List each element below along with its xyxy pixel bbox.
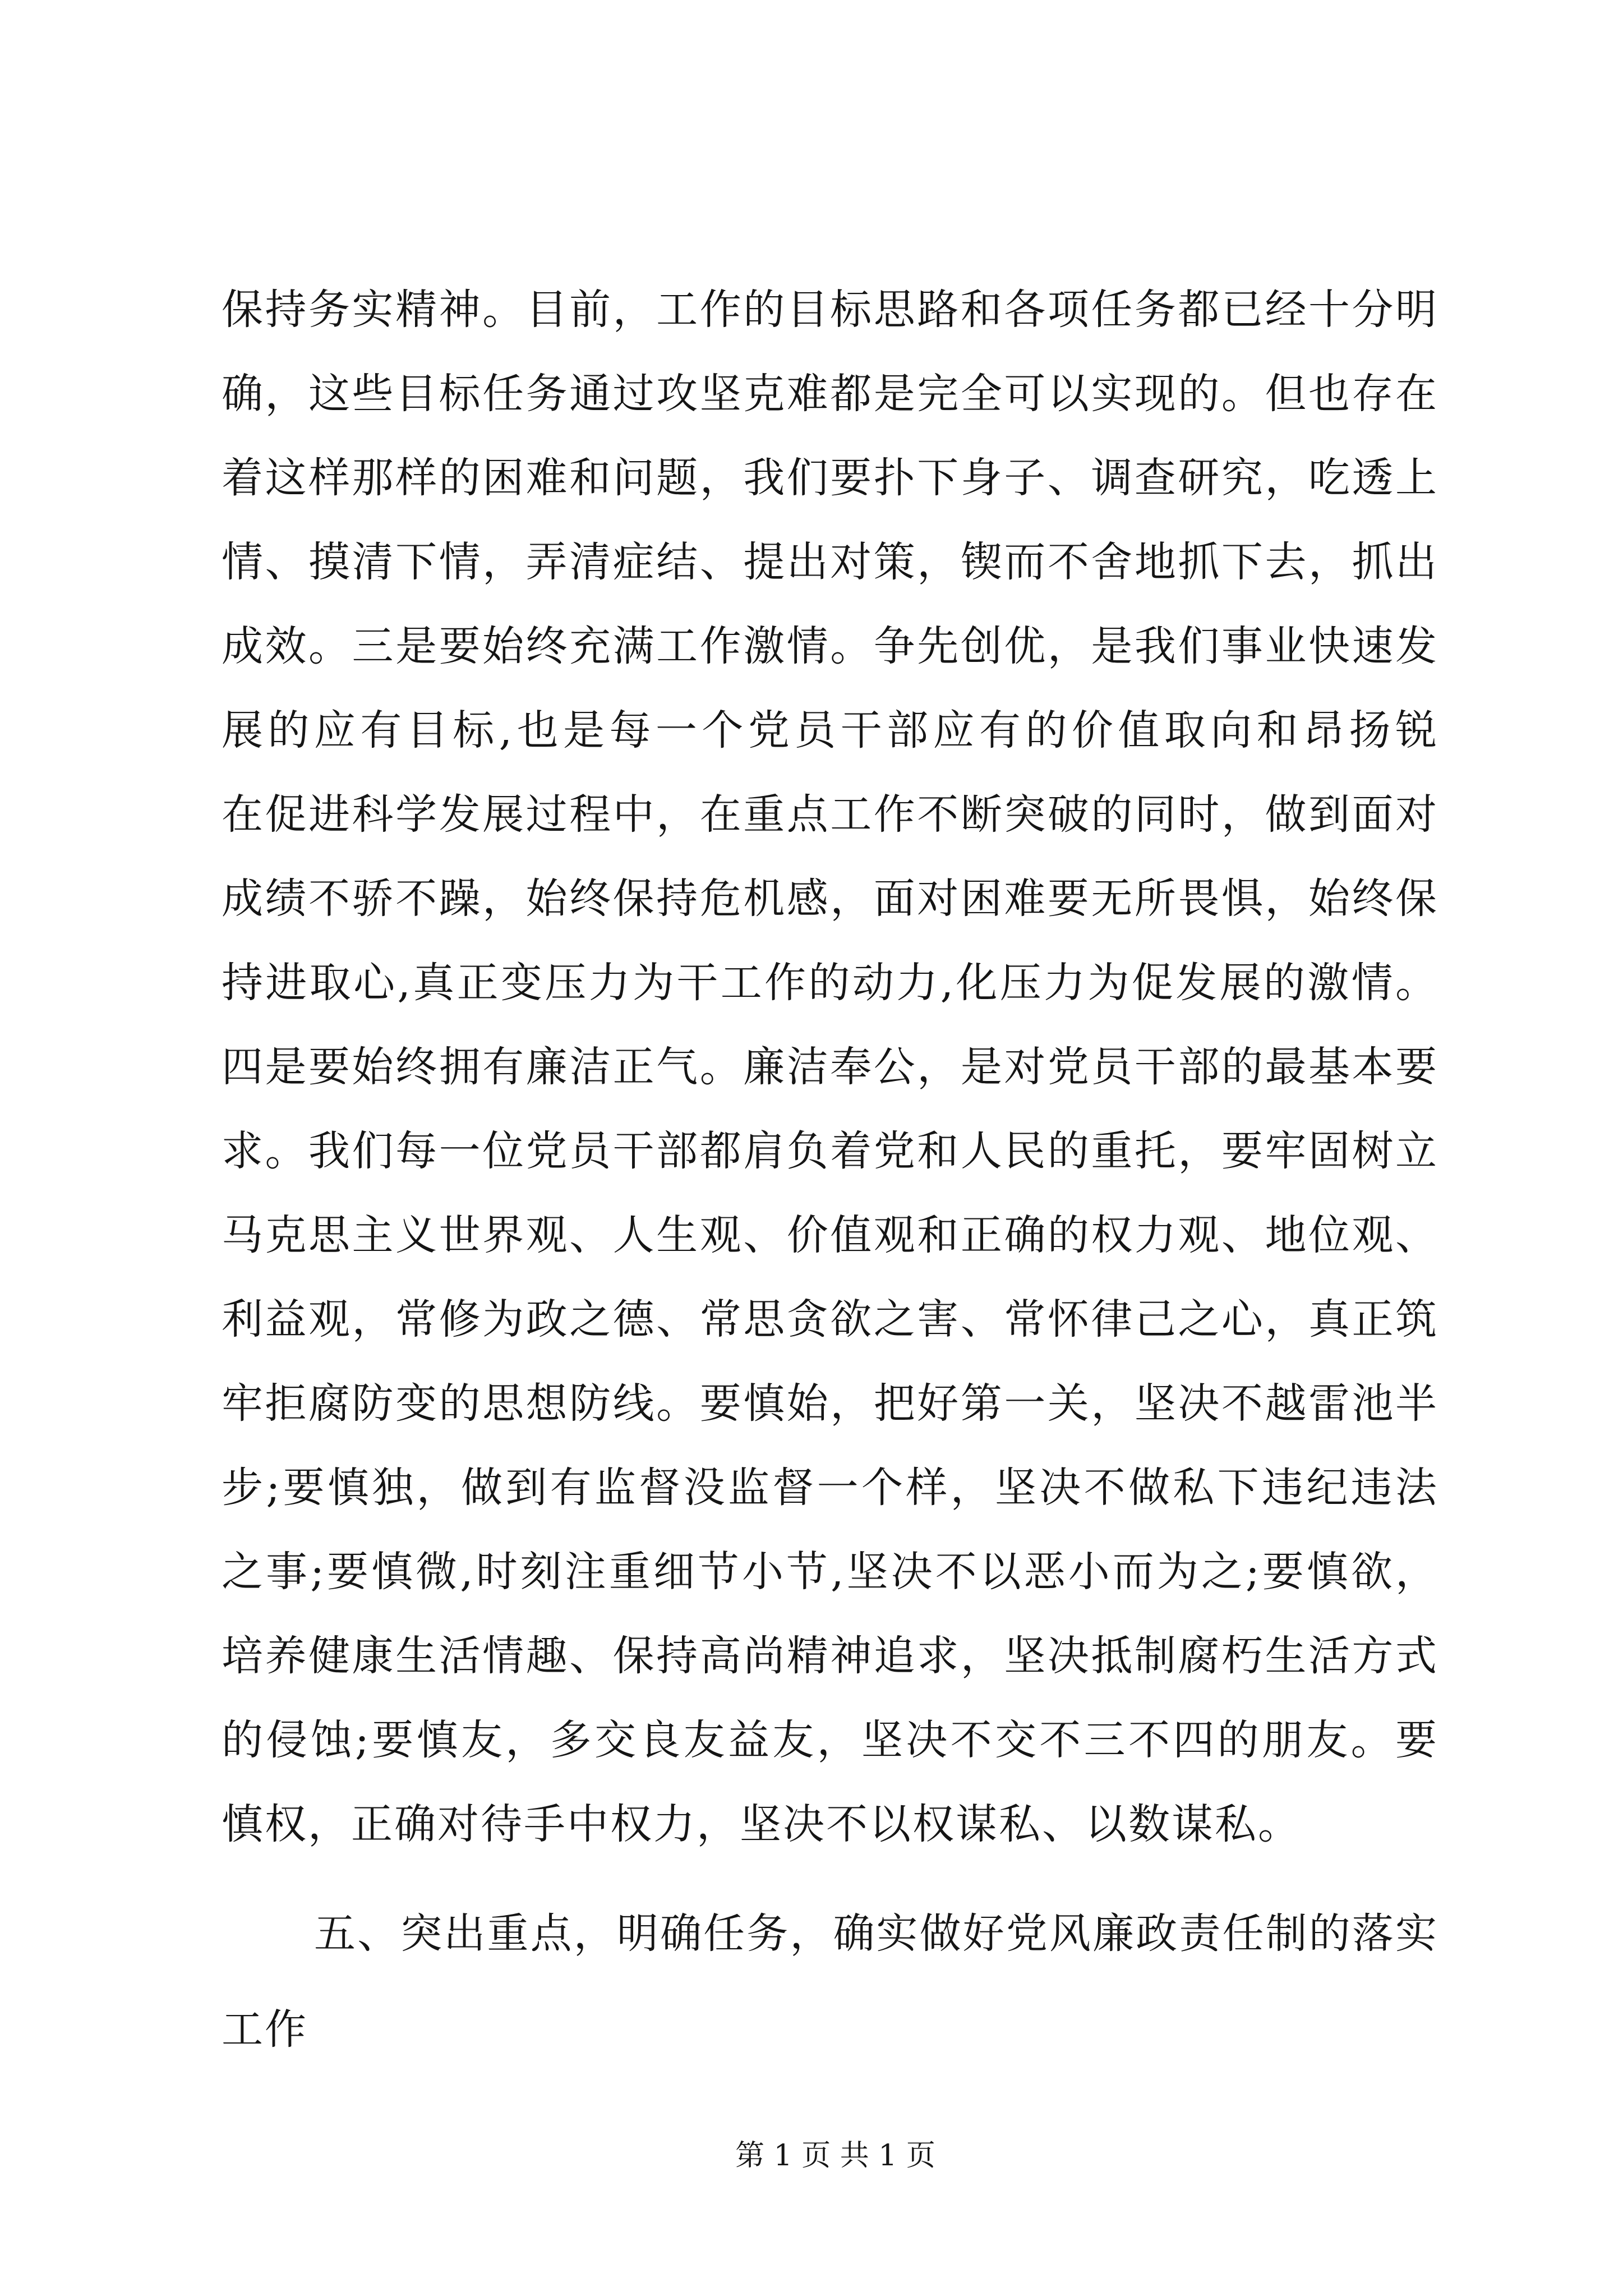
body-line: 慎权，正确对待手中权力，坚决不以权谋私、以数谋私。 [222, 1800, 1301, 1848]
body-line: 四是要始终拥有廉洁正气。廉洁奉公，是对党员干部的最基本要 [222, 1043, 1438, 1091]
body-line: 保持务实精神。目前，工作的目标思路和各项任务都已经十分明 [222, 286, 1438, 334]
body-line: 之事;要慎微,时刻注重细节小节,坚决不以恶小而为之;要慎欲， [222, 1548, 1438, 1596]
body-line: 在促进科学发展过程中，在重点工作不断突破的同时，做到面对 [222, 790, 1438, 839]
page-number-footer: 第 1 页 共 1 页 [735, 2139, 935, 2173]
body-line: 展的应有目标,也是每一个党员干部应有的价值取向和昂扬锐 [222, 706, 1438, 754]
section-heading-line: 工作 [222, 2005, 308, 2054]
body-line: 着这样那样的困难和问题，我们要扑下身子、调查研究，吃透上 [222, 454, 1438, 502]
section-heading-line: 五、突出重点，明确任务，确实做好党风廉政责任制的落实 [314, 1910, 1438, 1958]
body-line: 确，这些目标任务通过攻坚克难都是完全可以实现的。但也存在 [222, 370, 1438, 418]
body-line: 求。我们每一位党员干部都肩负着党和人民的重托，要牢固树立 [222, 1127, 1438, 1175]
body-line: 牢拒腐防变的思想防线。要慎始，把好第一关，坚决不越雷池半 [222, 1379, 1438, 1428]
body-line: 持进取心,真正变压力为干工作的动力,化压力为促发展的激情。 [222, 959, 1438, 1007]
body-line: 培养健康生活情趣、保持高尚精神追求，坚决抵制腐朽生活方式 [222, 1632, 1438, 1680]
body-line: 成绩不骄不躁，始终保持危机感，面对困难要无所畏惧，始终保 [222, 875, 1438, 923]
body-line: 的侵蚀;要慎友，多交良友益友，坚决不交不三不四的朋友。要 [222, 1716, 1438, 1764]
body-line: 情、摸清下情，弄清症结、提出对策，锲而不舍地抓下去，抓出 [222, 538, 1438, 586]
body-line: 步;要慎独，做到有监督没监督一个样，坚决不做私下违纪违法 [222, 1464, 1438, 1512]
body-line: 利益观，常修为政之德、常思贪欲之害、常怀律己之心，真正筑 [222, 1295, 1438, 1343]
body-line: 成效。三是要始终充满工作激情。争先创优，是我们事业快速发 [222, 622, 1438, 670]
body-line: 马克思主义世界观、人生观、价值观和正确的权力观、地位观、 [222, 1211, 1438, 1259]
